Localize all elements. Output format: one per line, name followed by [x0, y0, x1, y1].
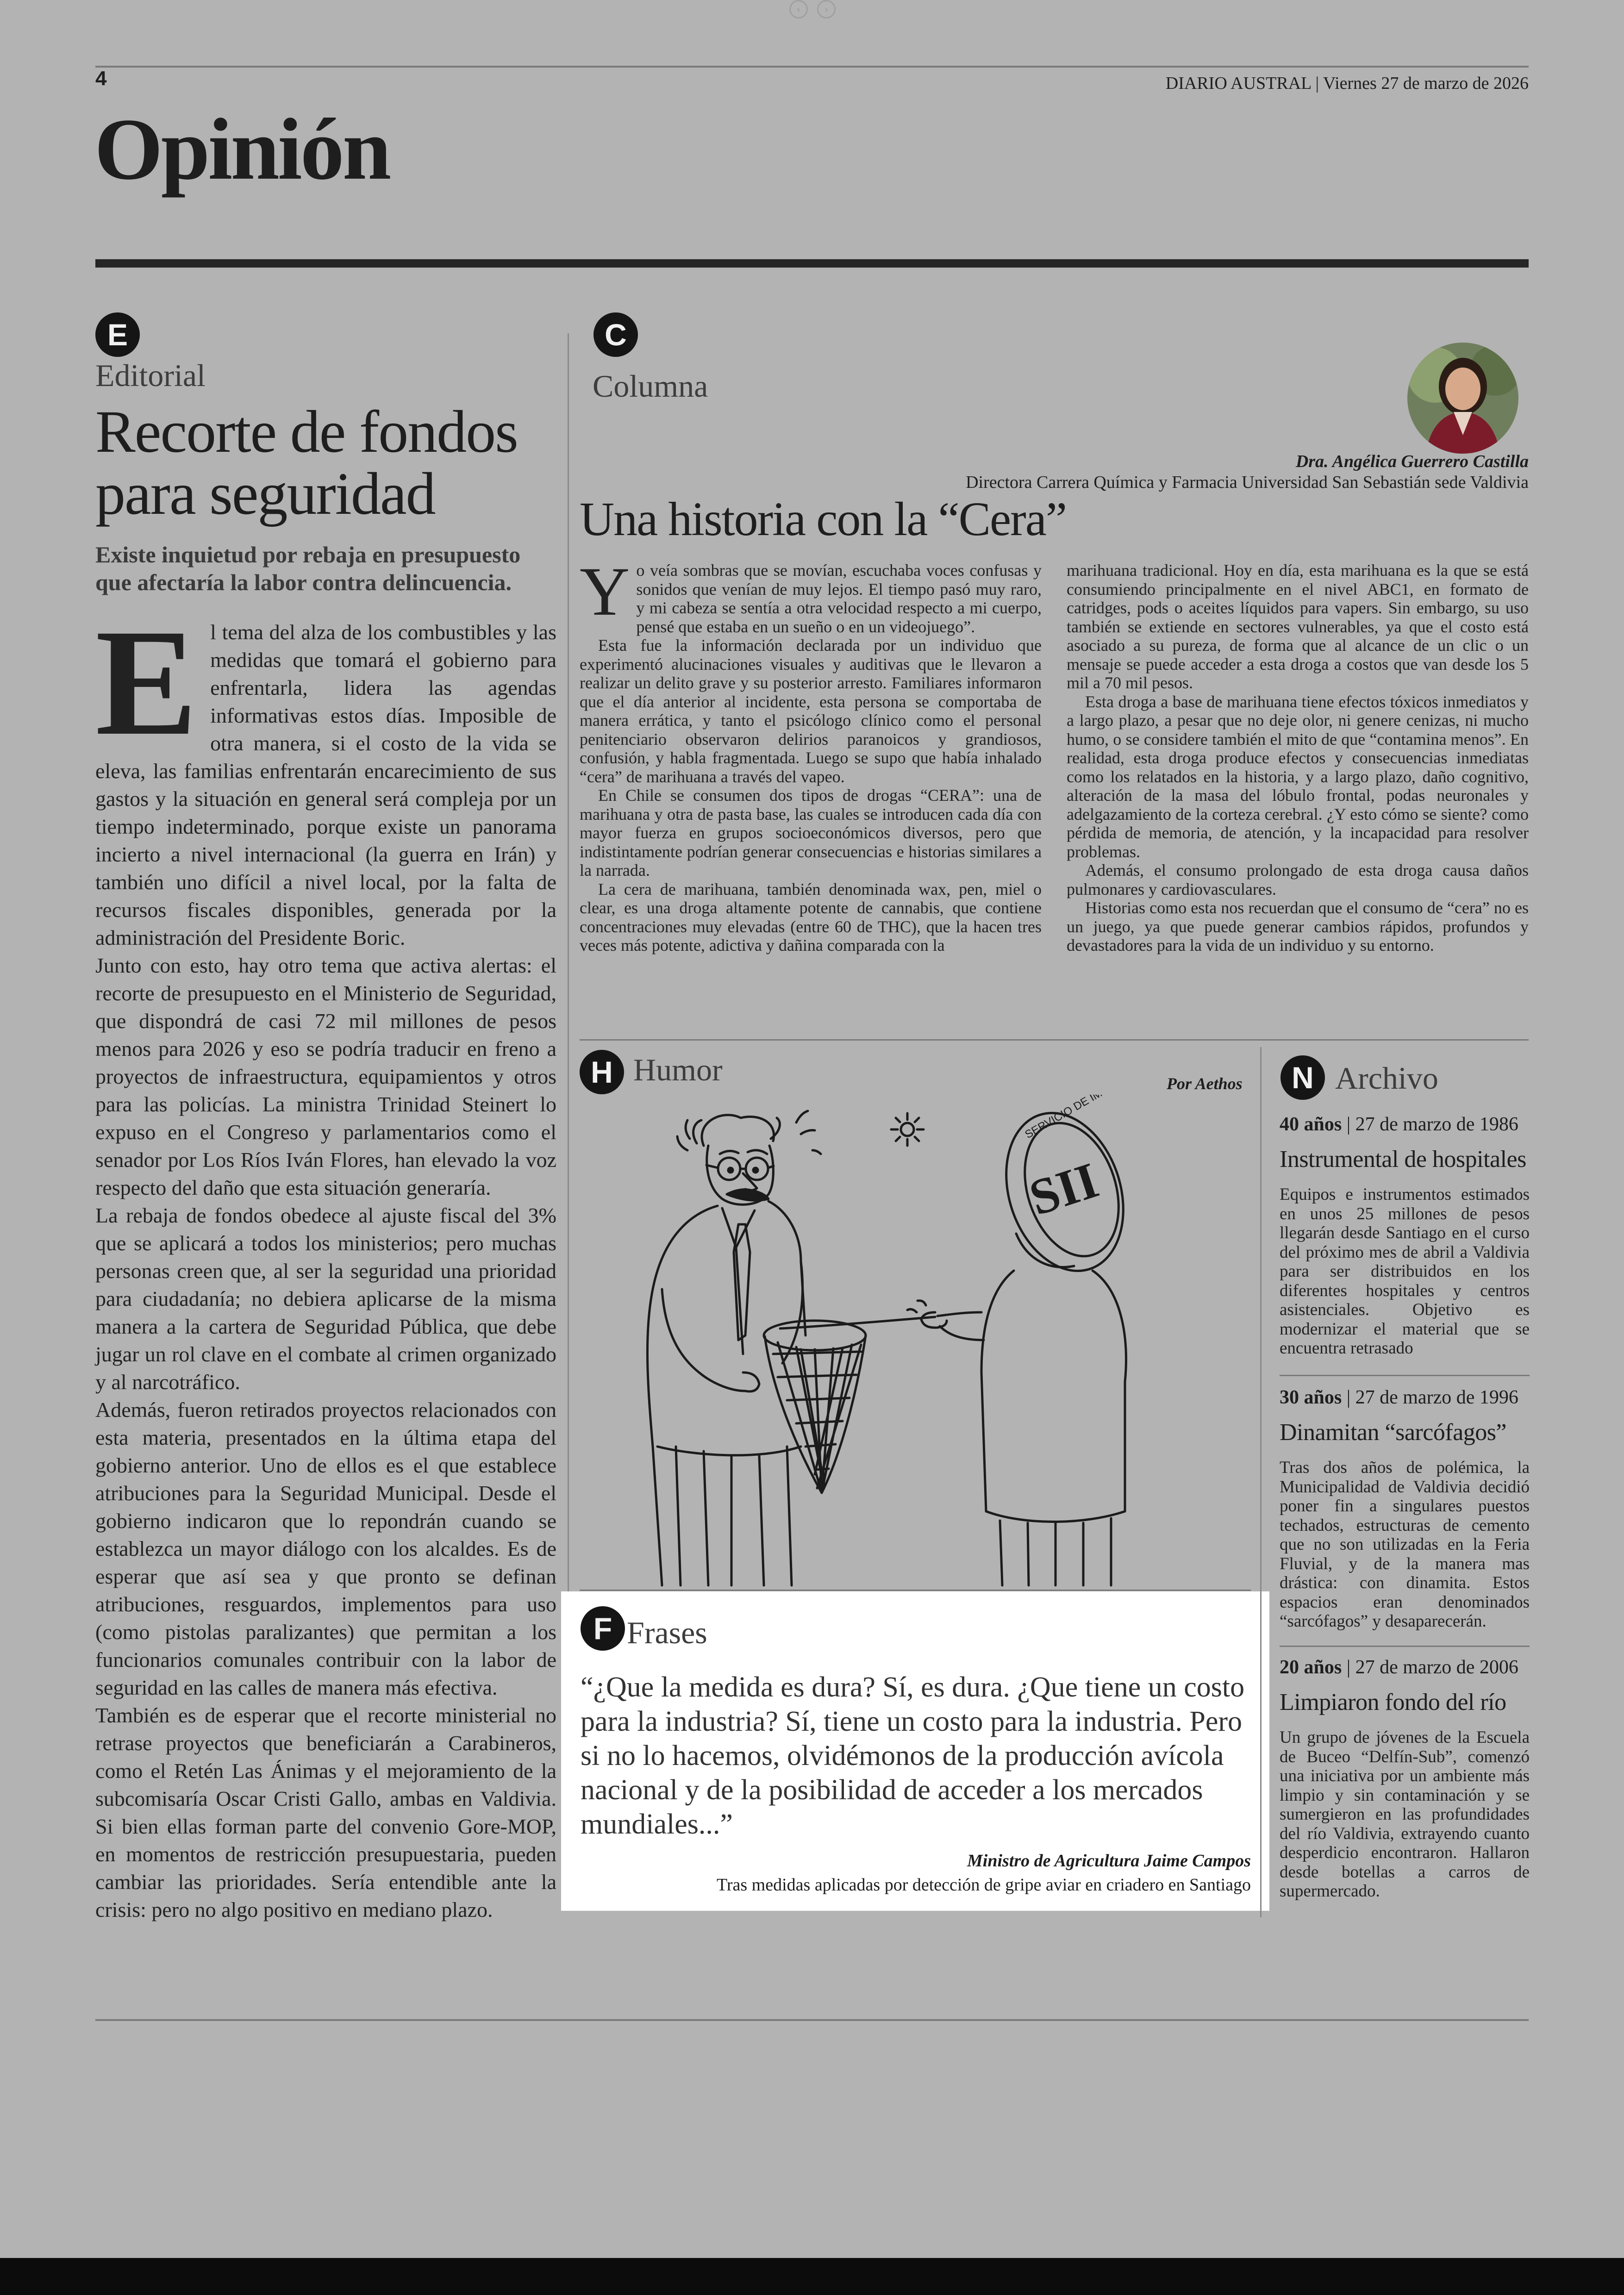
humor-bottom-rule: [580, 1590, 1251, 1591]
archivo-divider: [1260, 1047, 1262, 1917]
editorial-body: [95, 598, 556, 1924]
humor-label: Humor: [633, 1052, 723, 1087]
editorial-label: Editorial: [95, 358, 206, 393]
footer-rule: [95, 2019, 1529, 2021]
archivo-years: 40 años | 27 de marzo de 1986: [1280, 1114, 1518, 1135]
editorial-paragraph: Junto con esto, hay otro tema que activa alertas: el recorte de presupuesto en el Ministerio de Seguridad, que dispondrá de casi 72 mil millones de pesos menos para 2026 y eso se podría traducir en freno a proyectos de infraestructura, equipamientos y otros para las policías. La ministra Trinidad Steinert lo expuso en el Congreso y parlamentarios como el senador por Los Ríos Iván Flores, han elevado la voz respecto del daño que esta situación generaría.: [95, 954, 556, 1199]
column-paragraph: Esta droga a base de marihuana tiene efectos tóxicos inmediatos y a largo plazo, a pesar que no deje olor, ni genere cenizas, ni mucho humo, o se considere también el mito de que “contamina menos”. En realidad, esta droga produce efectos y consecuencias inmediatas como los relatados en la historia, y a largo plazo, daño cognitivo, alteración de la masa del lóbulo frontal, podas neuronales y adelgazamiento de la corteza cerebral. ¿Y esto cómo se siente? como pérdida de memoria, de atención, y la incapacidad para resolver problemas.: [1067, 692, 1529, 861]
archivo-item: [1280, 1656, 1530, 1901]
archivo-title: Limpiaron fondo del río: [1280, 1689, 1506, 1715]
editorial-paragraph: También es de esperar que el recorte ministerial no retrase proyectos que beneficiarán a Carabineros, como el Retén Las Ánimas y el mejoramiento de la subcomisaría Oscar Cristi Gallo, ambas en Valdivia. Si bien ellas forman parte del convenio Gore-MOP, en momentos de restricción presupuestaria, pueden cambiar las prioridades. Sería entendible ante la crisis: pero no algo positivo en mediano plazo.: [95, 1703, 556, 1921]
column-paragraph: En Chile se consumen dos tipos de drogas “CERA”: una de marihuana y otra de pasta base, las cuales se introducen cada día con mayor fuerza en grupos socioeconómicos diversos, pero que indistintamente podrían generar consecuencias e historias similares a la narrada.: [580, 786, 1042, 879]
archivo-title: Instrumental de hospitales: [1280, 1146, 1526, 1172]
archivo-title: Dinamitan “sarcófagos”: [1280, 1419, 1507, 1446]
column-paragraph: Además, el consumo prolongado de esta droga causa daños pulmonares y cardiovasculares.: [1067, 861, 1529, 898]
viewer-nav: [782, 0, 843, 19]
page-number: 4: [95, 67, 107, 90]
author-role: Directora Carrera Química y Farmacia Universidad San Sebastián sede Valdivia: [966, 473, 1529, 492]
newspaper-name: DIARIO AUSTRAL: [1165, 74, 1311, 93]
column-bottom-rule: [580, 1039, 1529, 1041]
top-rule: [95, 66, 1529, 68]
editorial-subtitle: Existe inquietud por rebaja en presupuesto que afectaría la labor contra delincuencia.: [95, 542, 521, 595]
dateline: DIARIO AUSTRAL | Viernes 27 de marzo de 2026: [1165, 74, 1529, 93]
editorial-title: [95, 401, 558, 525]
editorial-paragraph: La rebaja de fondos obedece al ajuste fiscal del 3% que se aplicará a todos los ministerios; pero muchas personas creen que, al ser la seguridad una prioridad para ciudadanía; no debiera aplicarse de la misma manera a la cartera de Seguridad Pública, que debe jugar un rol clave en el combate al crimen organizado y al narcotráfico.: [95, 1204, 556, 1394]
archivo-item: [1280, 1113, 1530, 1358]
column-dropcap: Y: [580, 553, 630, 630]
issue-date: Viernes 27 de marzo de 2026: [1323, 74, 1529, 93]
editorial-paragraph: El tema del alza de los combustibles y las medidas que tomará el gobierno para enfrentarla, lidera las agendas informativas estos días. Imposible de otra manera, si el costo de la vida se eleva, las familias enfrentarán encarecimiento de sus gastos y la situación en general será compleja por un tiempo indeterminado, porque existe un panorama incierto a nivel internacional (la guerra en Irán) y también uno difícil a nivel local, por la falta de recursos fiscales disponibles, generada por la administración del Presidente Boric.: [95, 598, 556, 949]
column-paragraph: Yo veía sombras que se movían, escuchaba voces confusas y sonidos que venían de muy lejos. El tiempo pasó muy raro, y mi cabeza se sentía a otra velocidad respecto a mi cuerpo, pensé que estaba en un sueño o en un videojuego”.: [580, 553, 1042, 636]
author-photo: [1407, 343, 1518, 454]
quote-context: Tras medidas aplicadas por detección de gripe aviar en criadero en Santiago: [717, 1875, 1251, 1895]
editorial-title-line: para seguridad: [95, 461, 435, 527]
column-paragraph: marihuana tradicional. Hoy en día, esta marihuana es la que se está consumiendo principalmente en el nivel ABC1, en formato de catridges, pods o aceites líquidos para vapers. Sin embargo, su uso también se extiende en sectores vulnerables, ya que el costo está asociado a su pureza, de forma que al alcance de un clic o un mensaje se puede acceder a esta droga a costos que van desde los 5 mil a 70 mil pesos.: [1067, 561, 1529, 692]
archivo-body: Tras dos años de polémica, la Municipalidad de Valdivia decidió poner fin a singulares puestos techados, estructuras de cemento que no son utilizadas en la Feria Fluvial, y de la manera mas drástica: con dinamita. Estos espacios eran denominados “sarcófagos” y desaparecerán.: [1280, 1458, 1530, 1631]
seal-mark: SII: [1023, 1151, 1105, 1227]
column-paragraph: Esta fue la información declarada por un individuo que experimentó alucinaciones visuales y auditivas que le llevaron a realizar un delito grave y su posterior arresto. Familiares informaron que el día anterior al incidente, esta persona se comportaba de manera errática, y tanto el psicólogo clínico como el personal penitenciario observaron delirios paranoicos y grandiosos, confusión, y habla fragmentada. Luego se supo que había inhalado “cera” de marihuana a través del vapeo.: [580, 636, 1042, 786]
archivo-item: [1280, 1386, 1530, 1631]
archivo-years: 20 años | 27 de marzo de 2006: [1280, 1657, 1518, 1678]
cartoon-illustration: [583, 1095, 1245, 1588]
column-body-right: [1067, 561, 1529, 955]
column-paragraph: La cera de marihuana, también denominada wax, pen, miel o clear, es una droga altamente potente de cannabis, que contiene concentraciones muy elevadas (entre 60 de THC), que la hacen tres veces más potente, adictiva y dañina comparada con la: [580, 879, 1042, 954]
editorial-title-line: Recorte de fondos: [95, 399, 518, 465]
next-page-icon[interactable]: ›: [817, 0, 836, 19]
archivo-body: Equipos e instrumentos estimados en unos 25 millones de pesos llegarán desde Santiago en el curso del próximo mes de abril a Valdivia para ser distribuidos en los diferentes hospitales y centros asistenciales. Objetivo es modernizar el material que se encuentra retrasado: [1280, 1185, 1530, 1358]
section-rule: [95, 259, 1529, 268]
editorial-paragraph: Además, fueron retirados proyectos relacionados con esta materia, presentados en la última etapa del gobierno anterior. Uno de ellos es el que establece atribuciones para la Seguridad Municipal. Desde el gobierno indicaron que lo repondrán cuando se establezca un mayor diálogo con los alcaldes. Es de esperar que así sea y que pronto se definan atribuciones, resguardos, implementos para uso (como pistolas paralizantes) que permitan a los funcionarios comunales contribuir con la labor de seguridad en las calles de manera más efectiva.: [95, 1398, 556, 1699]
section-title: Opinión: [94, 101, 390, 198]
column-badge: C: [593, 312, 638, 357]
editorial-badge: E: [95, 312, 140, 357]
archivo-body: Un grupo de jóvenes de la Escuela de Buceo “Delfín-Sub”, comenzó una iniciativa por un ambiente más limpio y sin contaminación y se sumergieron en las profundidades del río Valdivia, extrayendo cuanto desperdicio encontraron. Hallaron desde botellas a carros de supermercado.: [1280, 1728, 1530, 1901]
column-paragraph: Historias como esta nos recuerdan que el consumo de “cera” no es un juego, ya que puede generar cambios rápidos, profundos y devastadores para la vida de un individuo y su entorno.: [1067, 898, 1529, 954]
archivo-rule: [1280, 1646, 1530, 1647]
humor-badge: H: [580, 1050, 624, 1094]
editorial-dropcap: E: [95, 598, 198, 767]
archivo-rule: [1280, 1375, 1530, 1376]
seal-text: [1023, 1095, 1240, 1141]
quote-author: Ministro de Agricultura Jaime Campos: [967, 1851, 1251, 1871]
column-body-left: [580, 553, 1042, 955]
frases-quote: “¿Que la medida es dura? Sí, es dura. ¿Que tiene un costo para la industria? Sí, tiene un costo para la industria. Pero si no lo hacemos, olvidémonos de la producción avícola nacional y de la posibilidad de acceder a los mercados mundiales...”: [581, 1671, 1245, 1840]
frases-badge: F: [581, 1606, 625, 1651]
viewer-bottom-bar: [0, 2258, 1624, 2295]
column-title: Una historia con la “Cera”: [580, 493, 1067, 546]
archivo-badge: N: [1280, 1055, 1325, 1100]
author-name: Dra. Angélica Guerrero Castilla: [1295, 452, 1529, 471]
cartoon-byline: Por Aethos: [1167, 1074, 1243, 1093]
frases-label: Frases: [627, 1615, 707, 1650]
archivo-label: Archivo: [1335, 1060, 1438, 1096]
archivo-years: 30 años | 27 de marzo de 1996: [1280, 1387, 1518, 1408]
column-label: Columna: [593, 368, 708, 404]
prev-page-icon[interactable]: ‹: [789, 0, 808, 19]
